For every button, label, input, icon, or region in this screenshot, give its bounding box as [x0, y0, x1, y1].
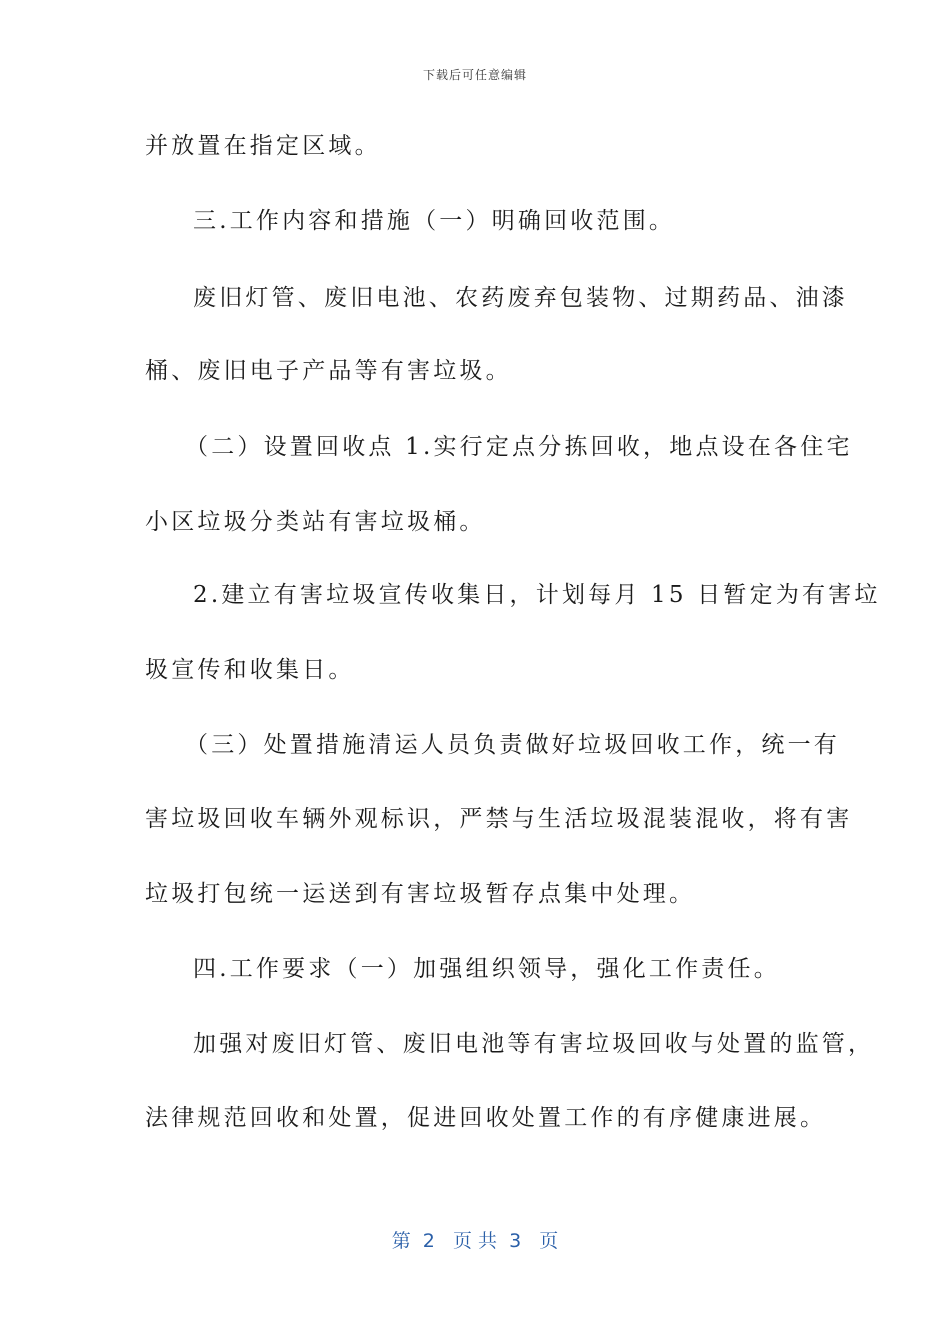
section-heading: 三.工作内容和措施（一）明确回收范围。	[193, 208, 676, 234]
body-line: 法律规范回收和处置，促进回收处置工作的有序健康进展。	[145, 1105, 827, 1131]
body-line: 圾宣传和收集日。	[145, 657, 355, 683]
body-line: 害垃圾回收车辆外观标识，严禁与生活垃圾混装混收，将有害	[145, 806, 853, 832]
body-line: （三）处置措施清运人员负责做好垃圾回收工作，统一有	[185, 732, 840, 758]
body-line: 2.建立有害垃圾宣传收集日，计划每月 15 日暂定为有害垃	[193, 582, 881, 608]
body-line: 小区垃圾分类站有害垃圾桶。	[145, 509, 486, 535]
section-heading: 四.工作要求（一）加强组织领导，强化工作责任。	[193, 956, 780, 982]
body-line: （二）设置回收点 1.实行定点分拣回收，地点设在各住宅	[185, 434, 853, 460]
body-line: 并放置在指定区域。	[145, 133, 381, 159]
page-number: 第 2 页 共 3 页	[391, 1230, 559, 1252]
body-line: 加强对废旧灯管、废旧电池等有害垃圾回收与处置的监管，	[193, 1031, 875, 1057]
body-line: 垃圾打包统一运送到有害垃圾暂存点集中处理。	[145, 881, 696, 907]
header-note: 下载后可任意编辑	[422, 68, 527, 82]
body-line: 废旧灯管、废旧电池、农药废弃包装物、过期药品、油漆	[193, 285, 848, 311]
body-line: 桶、废旧电子产品等有害垃圾。	[145, 358, 512, 384]
